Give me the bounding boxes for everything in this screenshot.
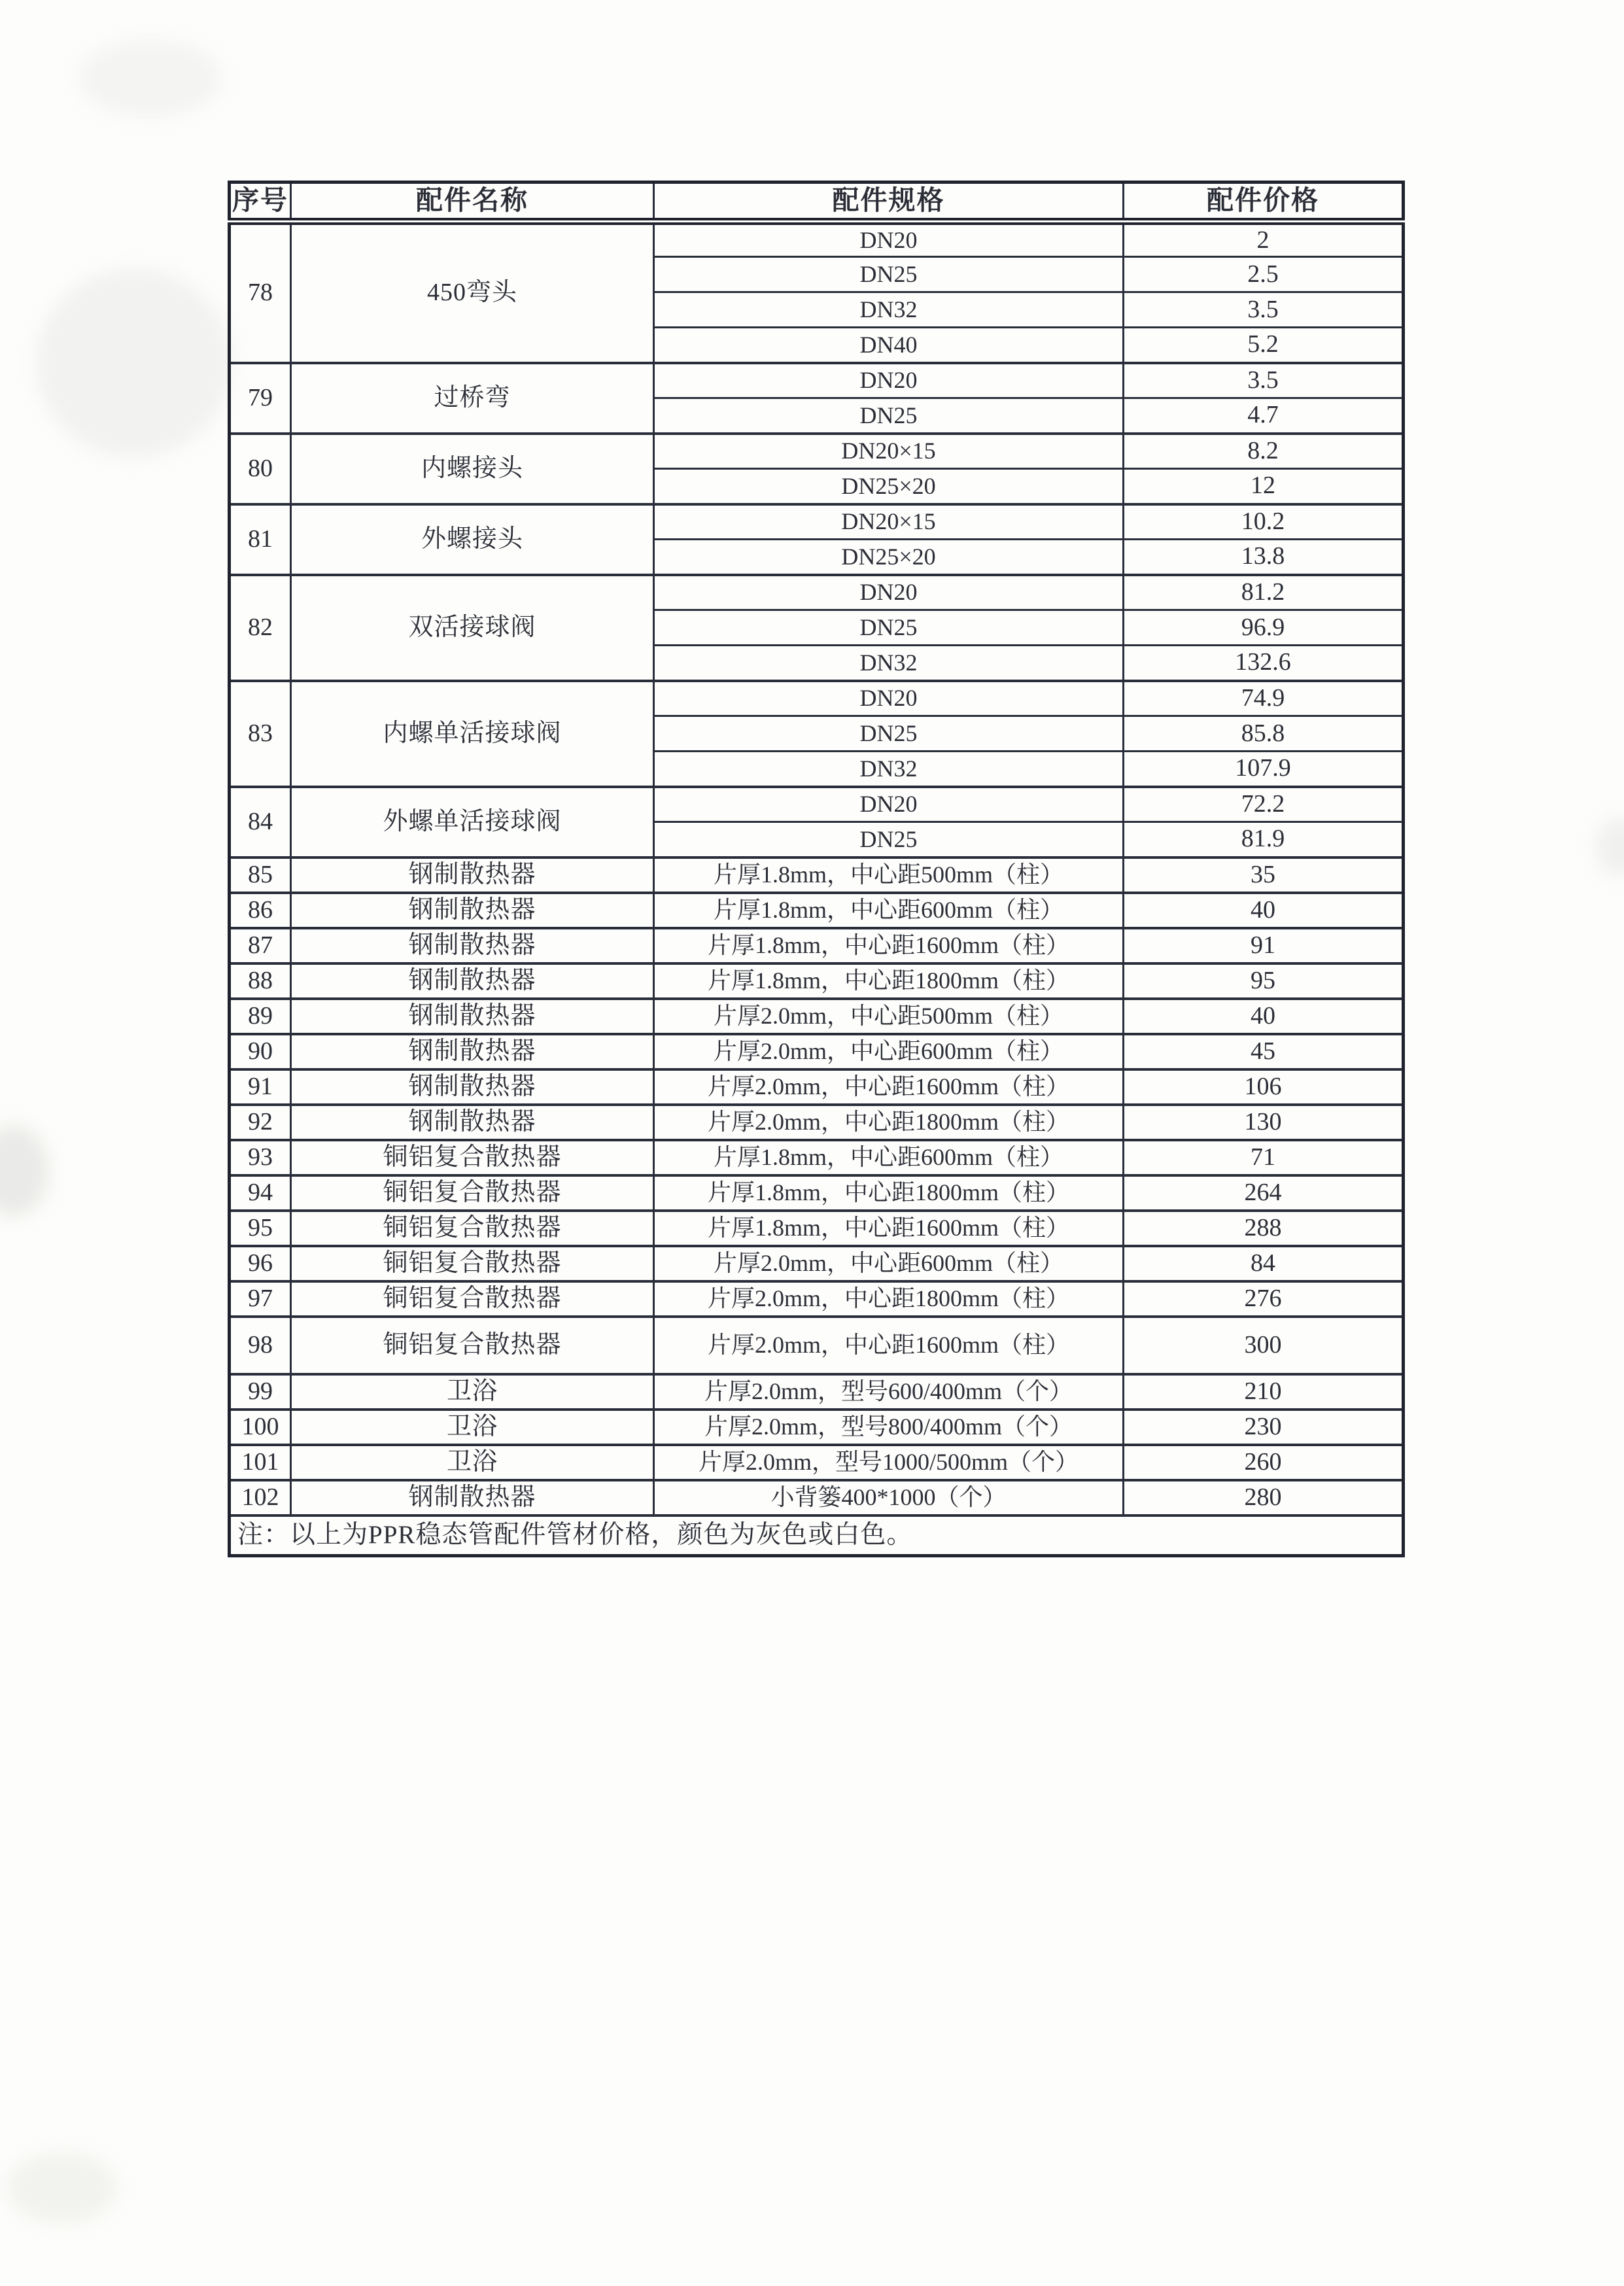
row-seq-cell: 80	[230, 434, 291, 504]
row-seq-cell: 97	[230, 1281, 291, 1317]
part-spec-cell: DN20	[654, 681, 1124, 716]
part-price-cell: 288	[1124, 1211, 1404, 1246]
part-spec-cell: DN25	[654, 398, 1124, 434]
column-header-spec: 配件规格	[654, 182, 1124, 222]
row-seq-cell: 101	[230, 1445, 291, 1480]
table-row	[230, 787, 1404, 822]
part-name-cell: 过桥弯	[291, 363, 654, 434]
table-row	[230, 1105, 1404, 1140]
row-seq-cell: 78	[230, 222, 291, 363]
part-name-cell: 铜铝复合散热器	[291, 1317, 654, 1374]
row-seq-cell: 88	[230, 963, 291, 999]
part-price-cell: 12	[1124, 469, 1404, 504]
part-price-cell: 74.9	[1124, 681, 1404, 716]
part-spec-cell: DN25×20	[654, 540, 1124, 575]
part-spec-cell: DN25	[654, 716, 1124, 752]
part-price-cell: 300	[1124, 1317, 1404, 1374]
part-spec-cell: DN25×20	[654, 469, 1124, 504]
table-row	[230, 999, 1404, 1034]
table-row	[230, 1480, 1404, 1515]
part-price-cell: 2	[1124, 222, 1404, 257]
part-price-cell: 85.8	[1124, 716, 1404, 752]
part-name-cell: 钢制散热器	[291, 893, 654, 928]
row-seq-cell: 96	[230, 1246, 291, 1281]
part-name-cell: 钢制散热器	[291, 1105, 654, 1140]
part-price-cell: 72.2	[1124, 787, 1404, 822]
part-spec-cell: DN20	[654, 222, 1124, 257]
table-body	[230, 222, 1404, 1515]
part-name-cell: 钢制散热器	[291, 963, 654, 999]
row-seq-cell: 93	[230, 1140, 291, 1175]
part-name-cell: 钢制散热器	[291, 1480, 654, 1515]
row-seq-cell: 79	[230, 363, 291, 434]
part-name-cell: 外螺单活接球阀	[291, 787, 654, 857]
part-spec-cell: DN20×15	[654, 434, 1124, 469]
part-name-cell: 铜铝复合散热器	[291, 1140, 654, 1175]
table-row	[230, 1317, 1404, 1374]
part-price-cell: 71	[1124, 1140, 1404, 1175]
row-seq-cell: 89	[230, 999, 291, 1034]
part-price-cell: 40	[1124, 999, 1404, 1034]
part-spec-cell: 片厚2.0mm，型号1000/500mm（个）	[654, 1445, 1124, 1480]
part-price-cell: 45	[1124, 1034, 1404, 1069]
part-price-cell: 230	[1124, 1410, 1404, 1445]
part-spec-cell: DN20	[654, 363, 1124, 398]
row-seq-cell: 90	[230, 1034, 291, 1069]
part-name-cell: 450弯头	[291, 222, 654, 363]
table-row	[230, 928, 1404, 963]
part-spec-cell: DN20	[654, 787, 1124, 822]
table-row	[230, 1246, 1404, 1281]
header-row	[230, 182, 1404, 222]
part-spec-cell: DN32	[654, 292, 1124, 328]
part-spec-cell: 片厚2.0mm，中心距500mm（柱）	[654, 999, 1124, 1034]
part-spec-cell: 片厚2.0mm，中心距600mm（柱）	[654, 1034, 1124, 1069]
part-price-cell: 10.2	[1124, 504, 1404, 540]
part-price-cell: 210	[1124, 1374, 1404, 1410]
row-seq-cell: 94	[230, 1175, 291, 1211]
part-spec-cell: DN25	[654, 257, 1124, 292]
part-spec-cell: DN25	[654, 610, 1124, 646]
scan-artifact	[78, 39, 222, 118]
part-name-cell: 铜铝复合散热器	[291, 1246, 654, 1281]
table-row	[230, 575, 1404, 610]
part-price-cell: 132.6	[1124, 646, 1404, 681]
part-name-cell: 铜铝复合散热器	[291, 1281, 654, 1317]
row-seq-cell: 91	[230, 1069, 291, 1105]
part-spec-cell: 片厚2.0mm，中心距1600mm（柱）	[654, 1069, 1124, 1105]
part-name-cell: 钢制散热器	[291, 1034, 654, 1069]
table-header	[230, 182, 1404, 222]
row-seq-cell: 95	[230, 1211, 291, 1246]
part-name-cell: 钢制散热器	[291, 857, 654, 893]
part-name-cell: 钢制散热器	[291, 999, 654, 1034]
table-row	[230, 1445, 1404, 1480]
part-price-cell: 81.2	[1124, 575, 1404, 610]
table-row	[230, 1211, 1404, 1246]
table-row	[230, 1281, 1404, 1317]
part-spec-cell: 片厚1.8mm，中心距500mm（柱）	[654, 857, 1124, 893]
part-spec-cell: 片厚1.8mm，中心距1600mm（柱）	[654, 928, 1124, 963]
table-row	[230, 434, 1404, 469]
part-price-cell: 3.5	[1124, 292, 1404, 328]
scan-artifact	[36, 268, 232, 458]
column-header-price: 配件价格	[1124, 182, 1404, 222]
table-row	[230, 1175, 1404, 1211]
part-price-cell: 5.2	[1124, 328, 1404, 363]
part-name-cell: 内螺单活接球阀	[291, 681, 654, 787]
part-spec-cell: 片厚2.0mm，中心距600mm（柱）	[654, 1246, 1124, 1281]
part-name-cell: 双活接球阀	[291, 575, 654, 681]
part-price-cell: 276	[1124, 1281, 1404, 1317]
table-row	[230, 1374, 1404, 1410]
part-price-cell: 260	[1124, 1445, 1404, 1480]
part-name-cell: 钢制散热器	[291, 928, 654, 963]
part-spec-cell: 片厚2.0mm，中心距1800mm（柱）	[654, 1281, 1124, 1317]
part-price-cell: 2.5	[1124, 257, 1404, 292]
row-seq-cell: 83	[230, 681, 291, 787]
table-row	[230, 681, 1404, 716]
part-spec-cell: DN40	[654, 328, 1124, 363]
part-spec-cell: DN20	[654, 575, 1124, 610]
part-price-cell: 264	[1124, 1175, 1404, 1211]
part-price-cell: 81.9	[1124, 822, 1404, 857]
part-spec-cell: 片厚2.0mm，型号800/400mm（个）	[654, 1410, 1124, 1445]
part-price-cell: 84	[1124, 1246, 1404, 1281]
part-name-cell: 卫浴	[291, 1410, 654, 1445]
table-row	[230, 1034, 1404, 1069]
part-name-cell: 内螺接头	[291, 434, 654, 504]
part-name-cell: 铜铝复合散热器	[291, 1211, 654, 1246]
part-price-cell: 3.5	[1124, 363, 1404, 398]
part-price-cell: 107.9	[1124, 752, 1404, 787]
row-seq-cell: 86	[230, 893, 291, 928]
part-price-cell: 40	[1124, 893, 1404, 928]
part-price-cell: 95	[1124, 963, 1404, 999]
parts-price-table	[228, 181, 1405, 1557]
part-spec-cell: 片厚1.8mm，中心距1800mm（柱）	[654, 963, 1124, 999]
part-spec-cell: 片厚1.8mm，中心距600mm（柱）	[654, 893, 1124, 928]
row-seq-cell: 84	[230, 787, 291, 857]
part-price-cell: 13.8	[1124, 540, 1404, 575]
table-row	[230, 504, 1404, 540]
table-row	[230, 893, 1404, 928]
table-row	[230, 1069, 1404, 1105]
table-row	[230, 363, 1404, 398]
part-price-cell: 91	[1124, 928, 1404, 963]
part-spec-cell: 片厚1.8mm，中心距600mm（柱）	[654, 1140, 1124, 1175]
part-price-cell: 130	[1124, 1105, 1404, 1140]
table-row	[230, 963, 1404, 999]
part-price-cell: 106	[1124, 1069, 1404, 1105]
table-row	[230, 857, 1404, 893]
part-price-cell: 280	[1124, 1480, 1404, 1515]
part-name-cell: 钢制散热器	[291, 1069, 654, 1105]
part-price-cell: 35	[1124, 857, 1404, 893]
part-spec-cell: 片厚1.8mm，中心距1800mm（柱）	[654, 1175, 1124, 1211]
footnote: 注：以上为PPR稳态管配件管材价格，颜色为灰色或白色。	[230, 1515, 1404, 1556]
part-spec-cell: 片厚2.0mm，中心距1800mm（柱）	[654, 1105, 1124, 1140]
part-spec-cell: DN32	[654, 646, 1124, 681]
part-name-cell: 铜铝复合散热器	[291, 1175, 654, 1211]
scan-artifact	[7, 2152, 118, 2224]
part-spec-cell: 片厚1.8mm，中心距1600mm（柱）	[654, 1211, 1124, 1246]
row-seq-cell: 82	[230, 575, 291, 681]
part-spec-cell: 片厚2.0mm，型号600/400mm（个）	[654, 1374, 1124, 1410]
part-spec-cell: 片厚2.0mm，中心距1600mm（柱）	[654, 1317, 1124, 1374]
part-price-cell: 96.9	[1124, 610, 1404, 646]
row-seq-cell: 99	[230, 1374, 291, 1410]
part-spec-cell: DN20×15	[654, 504, 1124, 540]
part-name-cell: 外螺接头	[291, 504, 654, 575]
row-seq-cell: 98	[230, 1317, 291, 1374]
note-row	[230, 1515, 1404, 1556]
scan-artifact	[1596, 818, 1624, 876]
part-spec-cell: DN32	[654, 752, 1124, 787]
table-row	[230, 1140, 1404, 1175]
column-header-name: 配件名称	[291, 182, 654, 222]
part-spec-cell: DN25	[654, 822, 1124, 857]
row-seq-cell: 102	[230, 1480, 291, 1515]
row-seq-cell: 100	[230, 1410, 291, 1445]
row-seq-cell: 92	[230, 1105, 291, 1140]
part-name-cell: 卫浴	[291, 1445, 654, 1480]
row-seq-cell: 85	[230, 857, 291, 893]
part-name-cell: 卫浴	[291, 1374, 654, 1410]
part-spec-cell: 小背篓400*1000（个）	[654, 1480, 1124, 1515]
column-header-seq: 序号	[230, 182, 291, 222]
table-row	[230, 1410, 1404, 1445]
row-seq-cell: 87	[230, 928, 291, 963]
part-price-cell: 8.2	[1124, 434, 1404, 469]
table-footer	[230, 1515, 1404, 1556]
row-seq-cell: 81	[230, 504, 291, 575]
table-row	[230, 222, 1404, 257]
scan-artifact	[0, 1125, 49, 1217]
part-price-cell: 4.7	[1124, 398, 1404, 434]
